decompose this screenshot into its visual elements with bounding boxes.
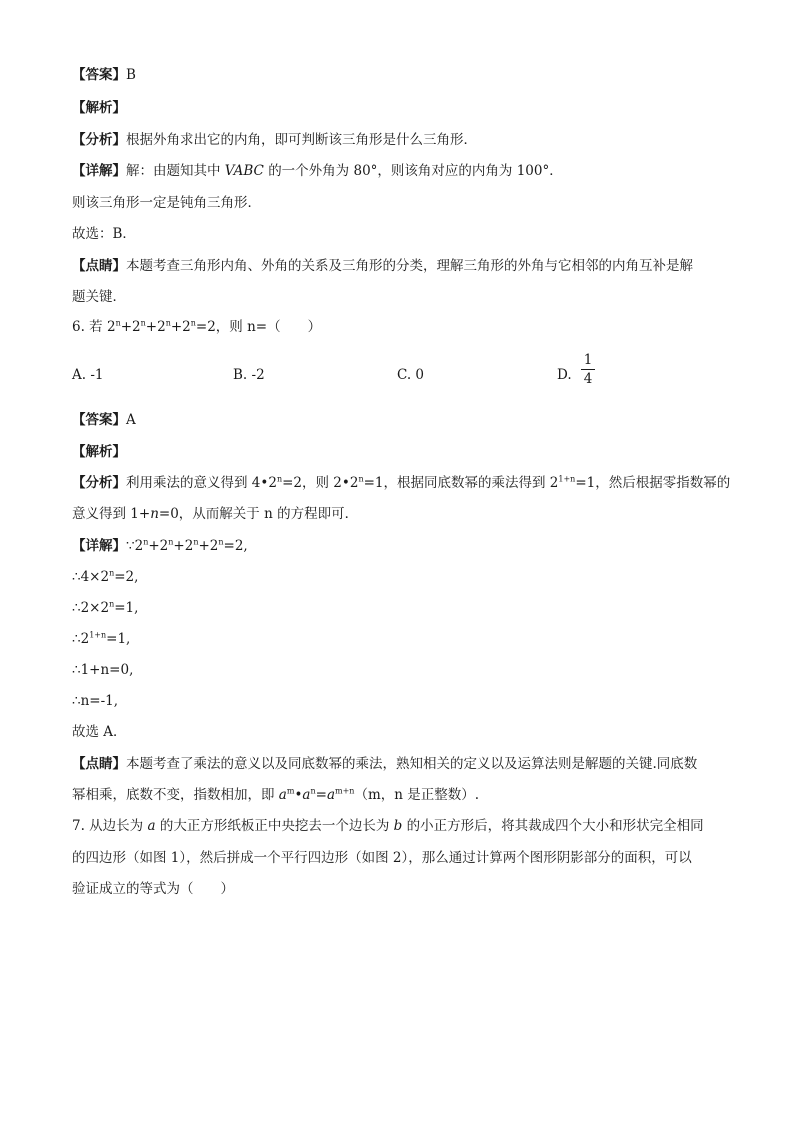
exponent: n	[140, 318, 146, 328]
option-b: B. -2	[233, 367, 265, 383]
step-text: ∴4×2	[72, 569, 110, 585]
q6-analysis-heading: 【解析】	[72, 444, 126, 460]
option-c: C. 0	[397, 367, 425, 383]
dianjing-text: （m，n 是正整数）.	[354, 787, 480, 803]
step-text: =2,	[223, 538, 248, 554]
variable-a: a	[302, 787, 311, 803]
xiangjie-label: 【详解】	[72, 538, 126, 554]
exponent: n	[109, 568, 115, 578]
answer-value: B	[126, 67, 136, 83]
fenxi-text: 根据外角求出它的内角，即可判断该三角形是什么三角形．	[126, 132, 477, 148]
question-text: 6. 若 2	[72, 319, 116, 335]
question-text: =2，则 n=（ ）	[195, 319, 322, 335]
exponent: 1+n	[89, 630, 107, 640]
question-text: 的大正方形纸板正中央挖去一个边长为	[155, 818, 394, 834]
exponent: n	[193, 537, 199, 547]
variable-b: b	[393, 818, 403, 834]
fraction-bar	[581, 369, 595, 370]
xiangjie-pre: 解：由题知其中	[126, 163, 221, 179]
q5-dianjing-line-2: 题关键．	[72, 289, 126, 305]
q5-choice: 故选：B．	[72, 226, 136, 242]
xiangjie-post: 的一个外角为 80°，则该角对应的内角为 100°．	[268, 163, 563, 179]
answer-label: 【答案】	[72, 67, 126, 83]
fenxi-text: 意义得到 1+	[72, 506, 151, 522]
q5-fenxi-line	[72, 131, 477, 149]
q6-xiangjie-step-1	[72, 537, 248, 555]
exponent: n	[143, 537, 149, 547]
option-d-fraction	[581, 352, 595, 387]
exponent: n	[190, 318, 196, 328]
dianjing-text-1: 本题考查三角形内角、外角的关系及三角形的分类，理解三角形的外角与它相邻的内角互补是解	[126, 258, 693, 274]
fenxi-label: 【分析】	[72, 475, 126, 491]
dianjing-text: 幂相乘，底数不变，指数相加，即	[72, 787, 279, 803]
fenxi-text: 利用乘法的意义得到 4•2	[126, 475, 277, 491]
question-text: 的小正方形后，将其裁成四个大小和形状完全相同	[402, 818, 704, 834]
answer-label: 【答案】	[72, 412, 126, 428]
triangle-symbol: VABC	[224, 163, 264, 179]
q6-fenxi-line-2	[72, 505, 358, 523]
exponent: n	[165, 318, 171, 328]
question-text: 7. 从边长为	[72, 818, 148, 834]
dianjing-label: 【点睛】	[72, 756, 126, 772]
q5-answer-line	[72, 66, 136, 84]
option-d-label: D.	[557, 367, 572, 383]
q5-conclusion: 则该三角形一定是钝角三角形．	[72, 195, 261, 211]
question-text: +2	[120, 319, 141, 335]
question-text: +2	[170, 319, 191, 335]
q5-dianjing-line-1	[72, 257, 693, 275]
q5-xiangjie-line	[72, 162, 563, 180]
fenxi-text: =1，根据同底数幂的乘法得到 2	[363, 475, 559, 491]
exponent: n	[218, 537, 224, 547]
q7-line-1	[72, 817, 704, 835]
fenxi-label: 【分析】	[72, 132, 126, 148]
step-text: +2	[148, 538, 169, 554]
fraction-denominator: 4	[583, 371, 593, 387]
step-text: =1,	[106, 631, 131, 647]
dianjing-label: 【点睛】	[72, 258, 126, 274]
step-text: =1,	[114, 600, 139, 616]
step-text: ∴2	[72, 631, 90, 647]
xiangjie-label: 【详解】	[72, 163, 126, 179]
exponent: m+n	[335, 786, 355, 796]
fenxi-text: =1，然后根据零指数幂的	[575, 475, 731, 491]
q6-question	[72, 318, 321, 336]
question-text: +2	[145, 319, 166, 335]
fraction-numerator: 1	[583, 352, 593, 368]
q6-step-5: ∴1+n=0,	[72, 662, 134, 678]
step-text: ∵2	[126, 538, 144, 554]
exponent: n	[168, 537, 174, 547]
q6-choice: 故选 A．	[72, 724, 127, 740]
q6-step-6: ∴n=-1,	[72, 693, 119, 709]
fenxi-text: =2，则 2•2	[282, 475, 359, 491]
dianjing-text: =	[315, 787, 327, 803]
dianjing-text: 本题考查了乘法的意义以及同底数幂的乘法，熟知相关的定义以及运算法则是解题的关键.同底数	[126, 756, 698, 772]
step-text: +2	[198, 538, 219, 554]
exponent: n	[310, 786, 316, 796]
variable-a: a	[326, 787, 336, 803]
exponent: 1+n	[558, 474, 576, 484]
variable-n: n	[150, 506, 159, 522]
q5-analysis-heading: 【解析】	[72, 100, 126, 116]
exponent: n	[109, 599, 115, 609]
dianjing-text: •	[294, 787, 303, 803]
variable-a: a	[278, 787, 287, 803]
answer-value: A	[126, 412, 136, 428]
q6-fenxi-line-1	[72, 474, 730, 492]
exponent: n	[358, 474, 364, 484]
exponent: n	[115, 318, 121, 328]
exponent: m	[286, 786, 295, 796]
q7-line-2: 的四边形（如图 1），然后拼成一个平行四边形（如图 2），那么通过计算两个图形阴影部分的面积，可以	[72, 850, 692, 866]
q6-dianjing-line-2	[72, 786, 479, 804]
q6-answer-line	[72, 411, 136, 429]
variable-a: a	[147, 818, 156, 834]
step-text: ∴2×2	[72, 600, 110, 616]
q7-line-3: 验证成立的等式为（ ）	[72, 881, 234, 897]
q6-step-4	[72, 630, 130, 648]
fenxi-text: =0，从而解关于 n 的方程即可．	[158, 506, 359, 522]
step-text: =2,	[114, 569, 139, 585]
step-text: +2	[173, 538, 194, 554]
exponent: n	[276, 474, 283, 484]
q6-dianjing-line-1	[72, 755, 697, 773]
q6-step-2	[72, 568, 138, 586]
q6-step-3	[72, 599, 138, 617]
option-a: A. -1	[72, 367, 104, 383]
